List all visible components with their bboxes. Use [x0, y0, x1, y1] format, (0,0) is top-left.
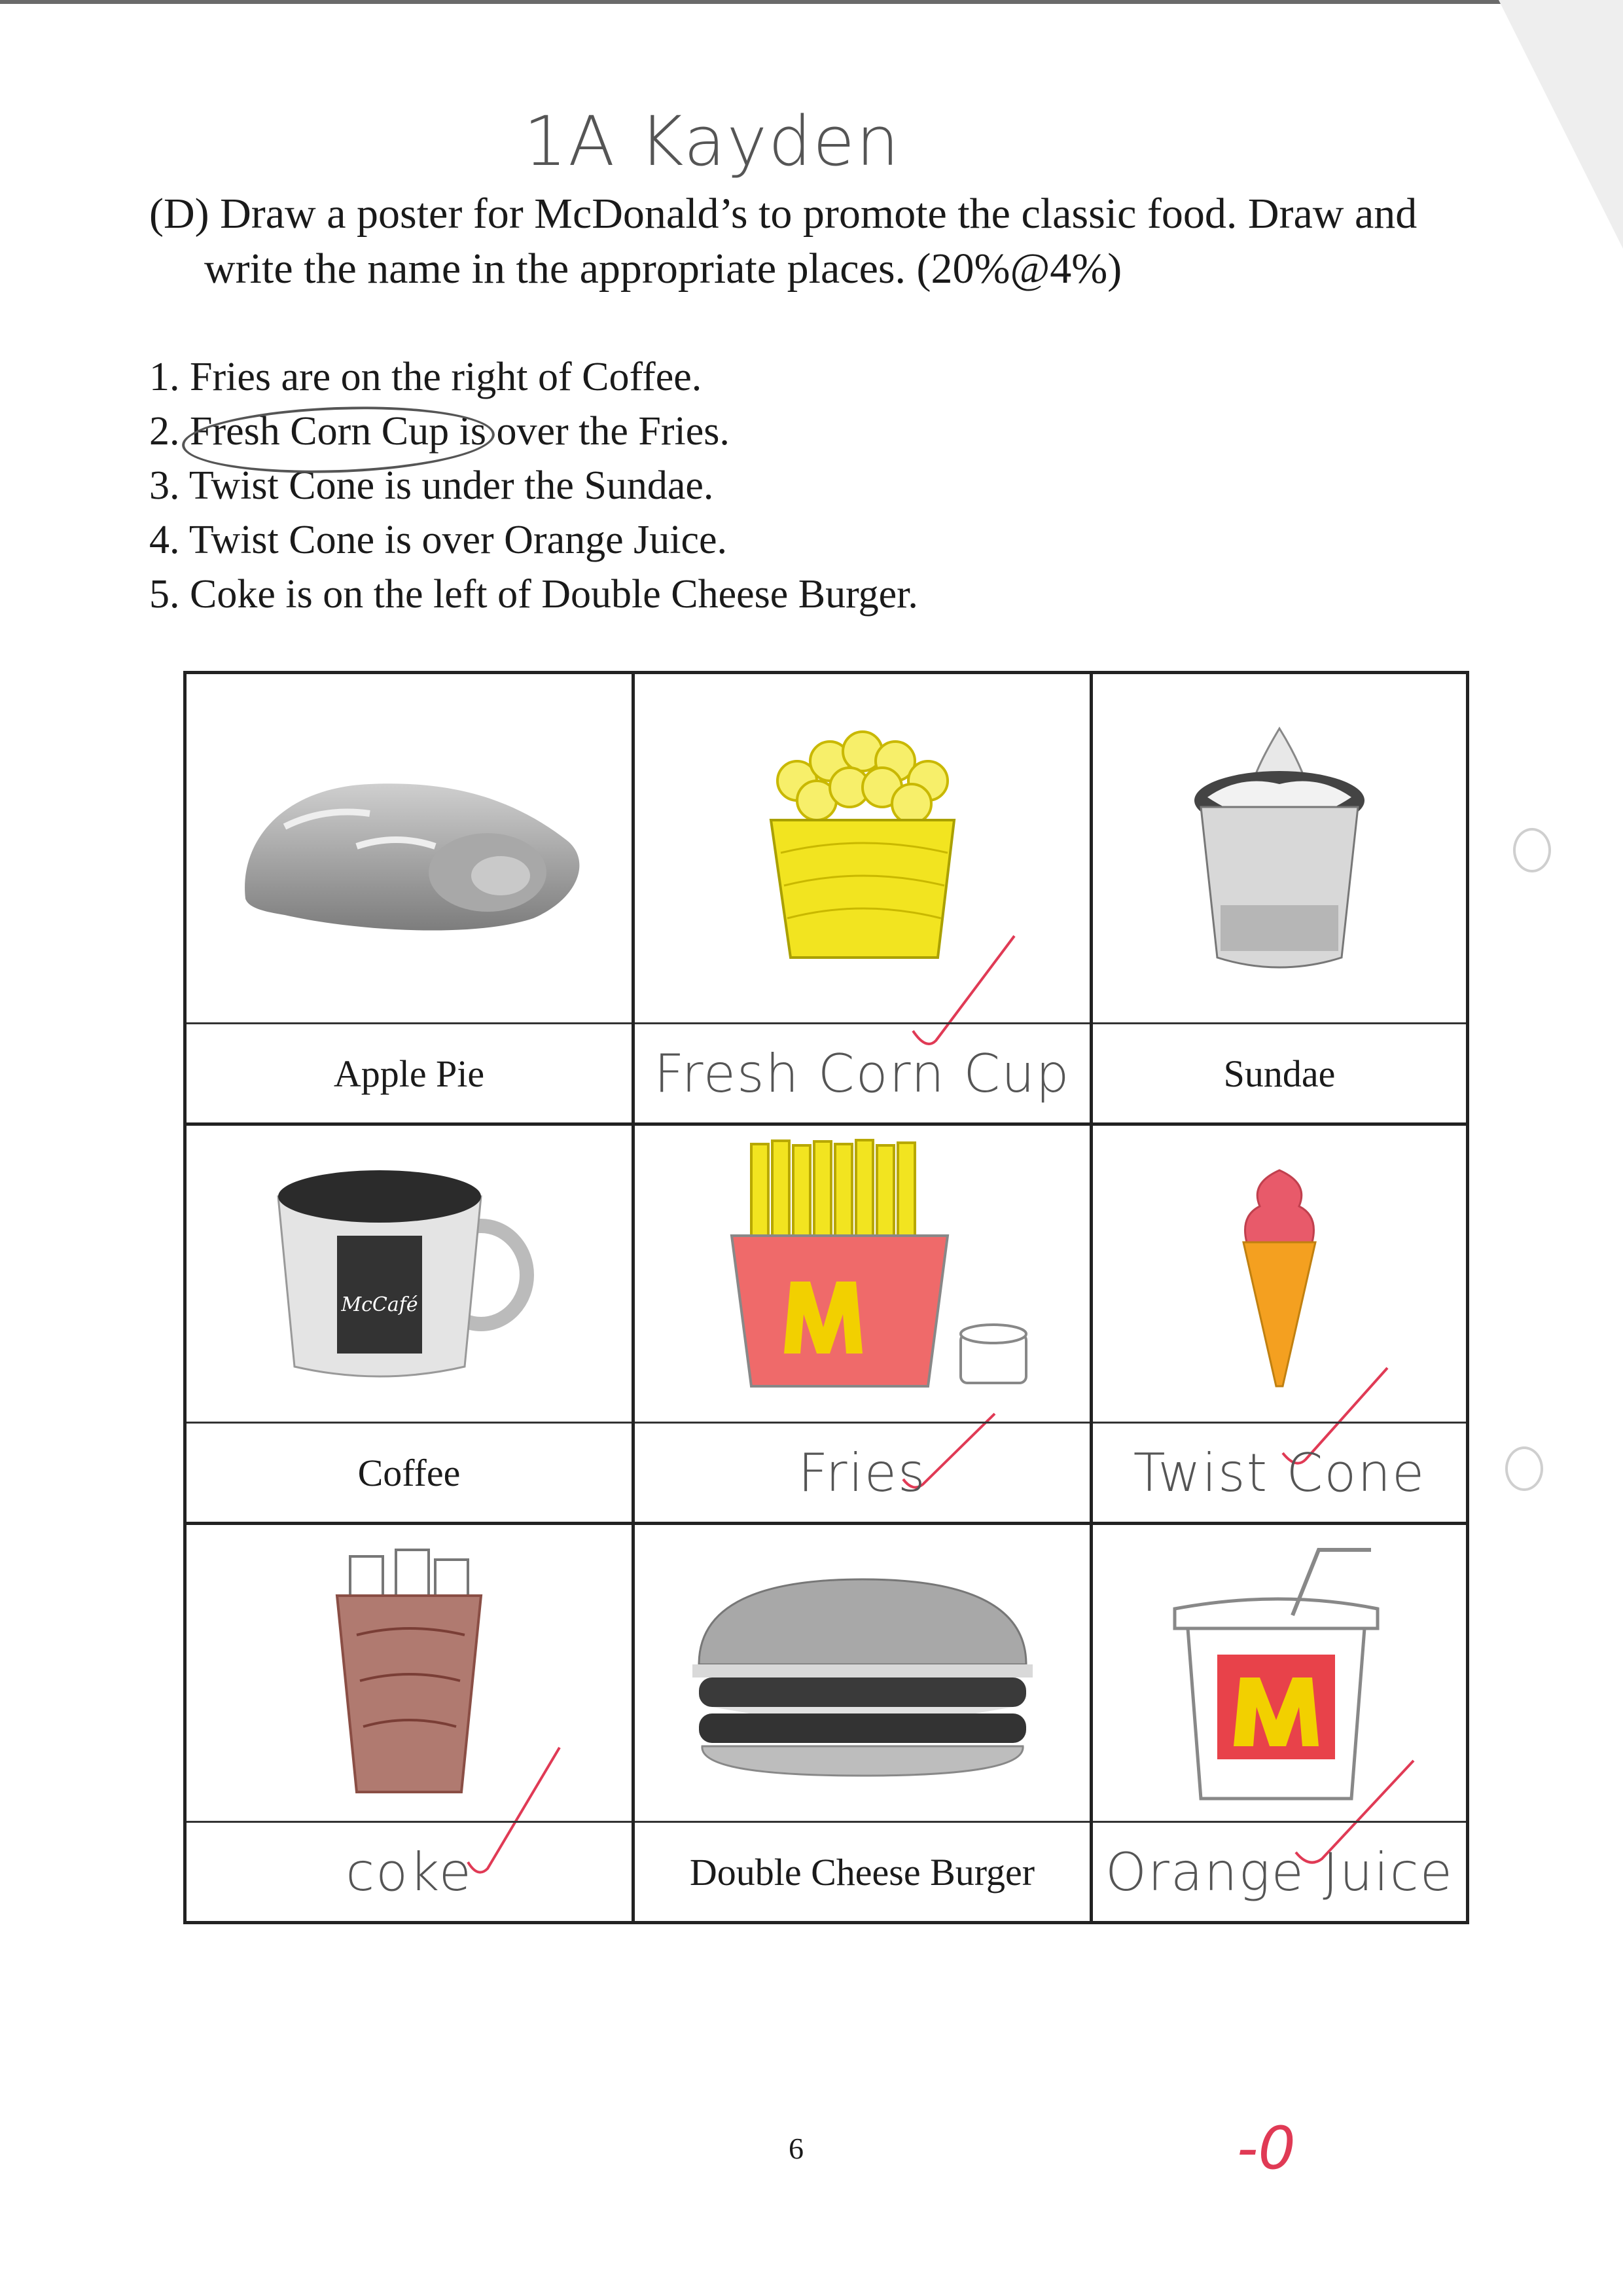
sundae-icon — [1093, 674, 1466, 1018]
folded-corner — [1499, 0, 1623, 249]
burger-icon — [635, 1525, 1090, 1823]
instruction — [149, 187, 1471, 296]
clue-list — [149, 350, 918, 622]
clue-item: 5. Coke is on the left of Double Cheese Burger. — [149, 572, 918, 617]
mccafe-logo-text: McCafé — [341, 1293, 418, 1316]
cell-label-handwritten: Fries — [635, 1422, 1090, 1522]
clue-item: 1. Fries are on the right of Coffee. — [149, 355, 702, 399]
fries-drawing-icon — [635, 1126, 1090, 1424]
page-number: 6 — [789, 2132, 804, 2165]
cell-label-handwritten: Orange Juice — [1093, 1821, 1466, 1921]
apple-pie-icon — [187, 674, 632, 1018]
binder-hole-mark — [1505, 1446, 1543, 1491]
grid-cell-fresh-corn-cup — [632, 671, 1093, 1126]
cell-label-handwritten: coke — [187, 1821, 632, 1921]
grid-cell-coffee — [183, 1122, 635, 1525]
instruction-line-1: (D) Draw a poster for McDonald’s to promote the classic food. Draw and — [149, 190, 1418, 238]
cell-label: Sundae — [1093, 1022, 1466, 1122]
cell-label-handwritten: Twist Cone — [1093, 1422, 1466, 1522]
grid-cell-twist-cone — [1090, 1122, 1469, 1525]
clue-item: 4. Twist Cone is over Orange Juice. — [149, 518, 728, 562]
food-grid — [183, 671, 1469, 1924]
grid-cell-apple-pie — [183, 671, 635, 1126]
cell-label: Apple Pie — [187, 1022, 632, 1122]
grid-cell-double-cheese-burger — [632, 1522, 1093, 1924]
student-name: 1A Kayden — [524, 101, 901, 181]
clue-item: 3. Twist Cone is under the Sundae. — [149, 463, 714, 508]
score-mark: -0 — [1237, 2114, 1296, 2183]
grid-cell-orange-juice — [1090, 1522, 1469, 1924]
instruction-line-2: write the name in the appropriate places. (20%@4%) — [204, 245, 1122, 293]
coffee-cup-icon — [187, 1126, 632, 1424]
cell-label-handwritten: Fresh Corn Cup — [635, 1022, 1090, 1122]
grid-cell-fries — [632, 1122, 1093, 1525]
grid-cell-sundae — [1090, 671, 1469, 1126]
cell-label: Double Cheese Burger — [635, 1821, 1090, 1921]
binder-hole-mark — [1513, 828, 1551, 872]
cell-label: Coffee — [187, 1422, 632, 1522]
grid-cell-coke — [183, 1522, 635, 1924]
scan-edge — [0, 0, 1623, 4]
clue-item: 2. Fresh Corn Cup is over the Fries. — [149, 409, 730, 454]
